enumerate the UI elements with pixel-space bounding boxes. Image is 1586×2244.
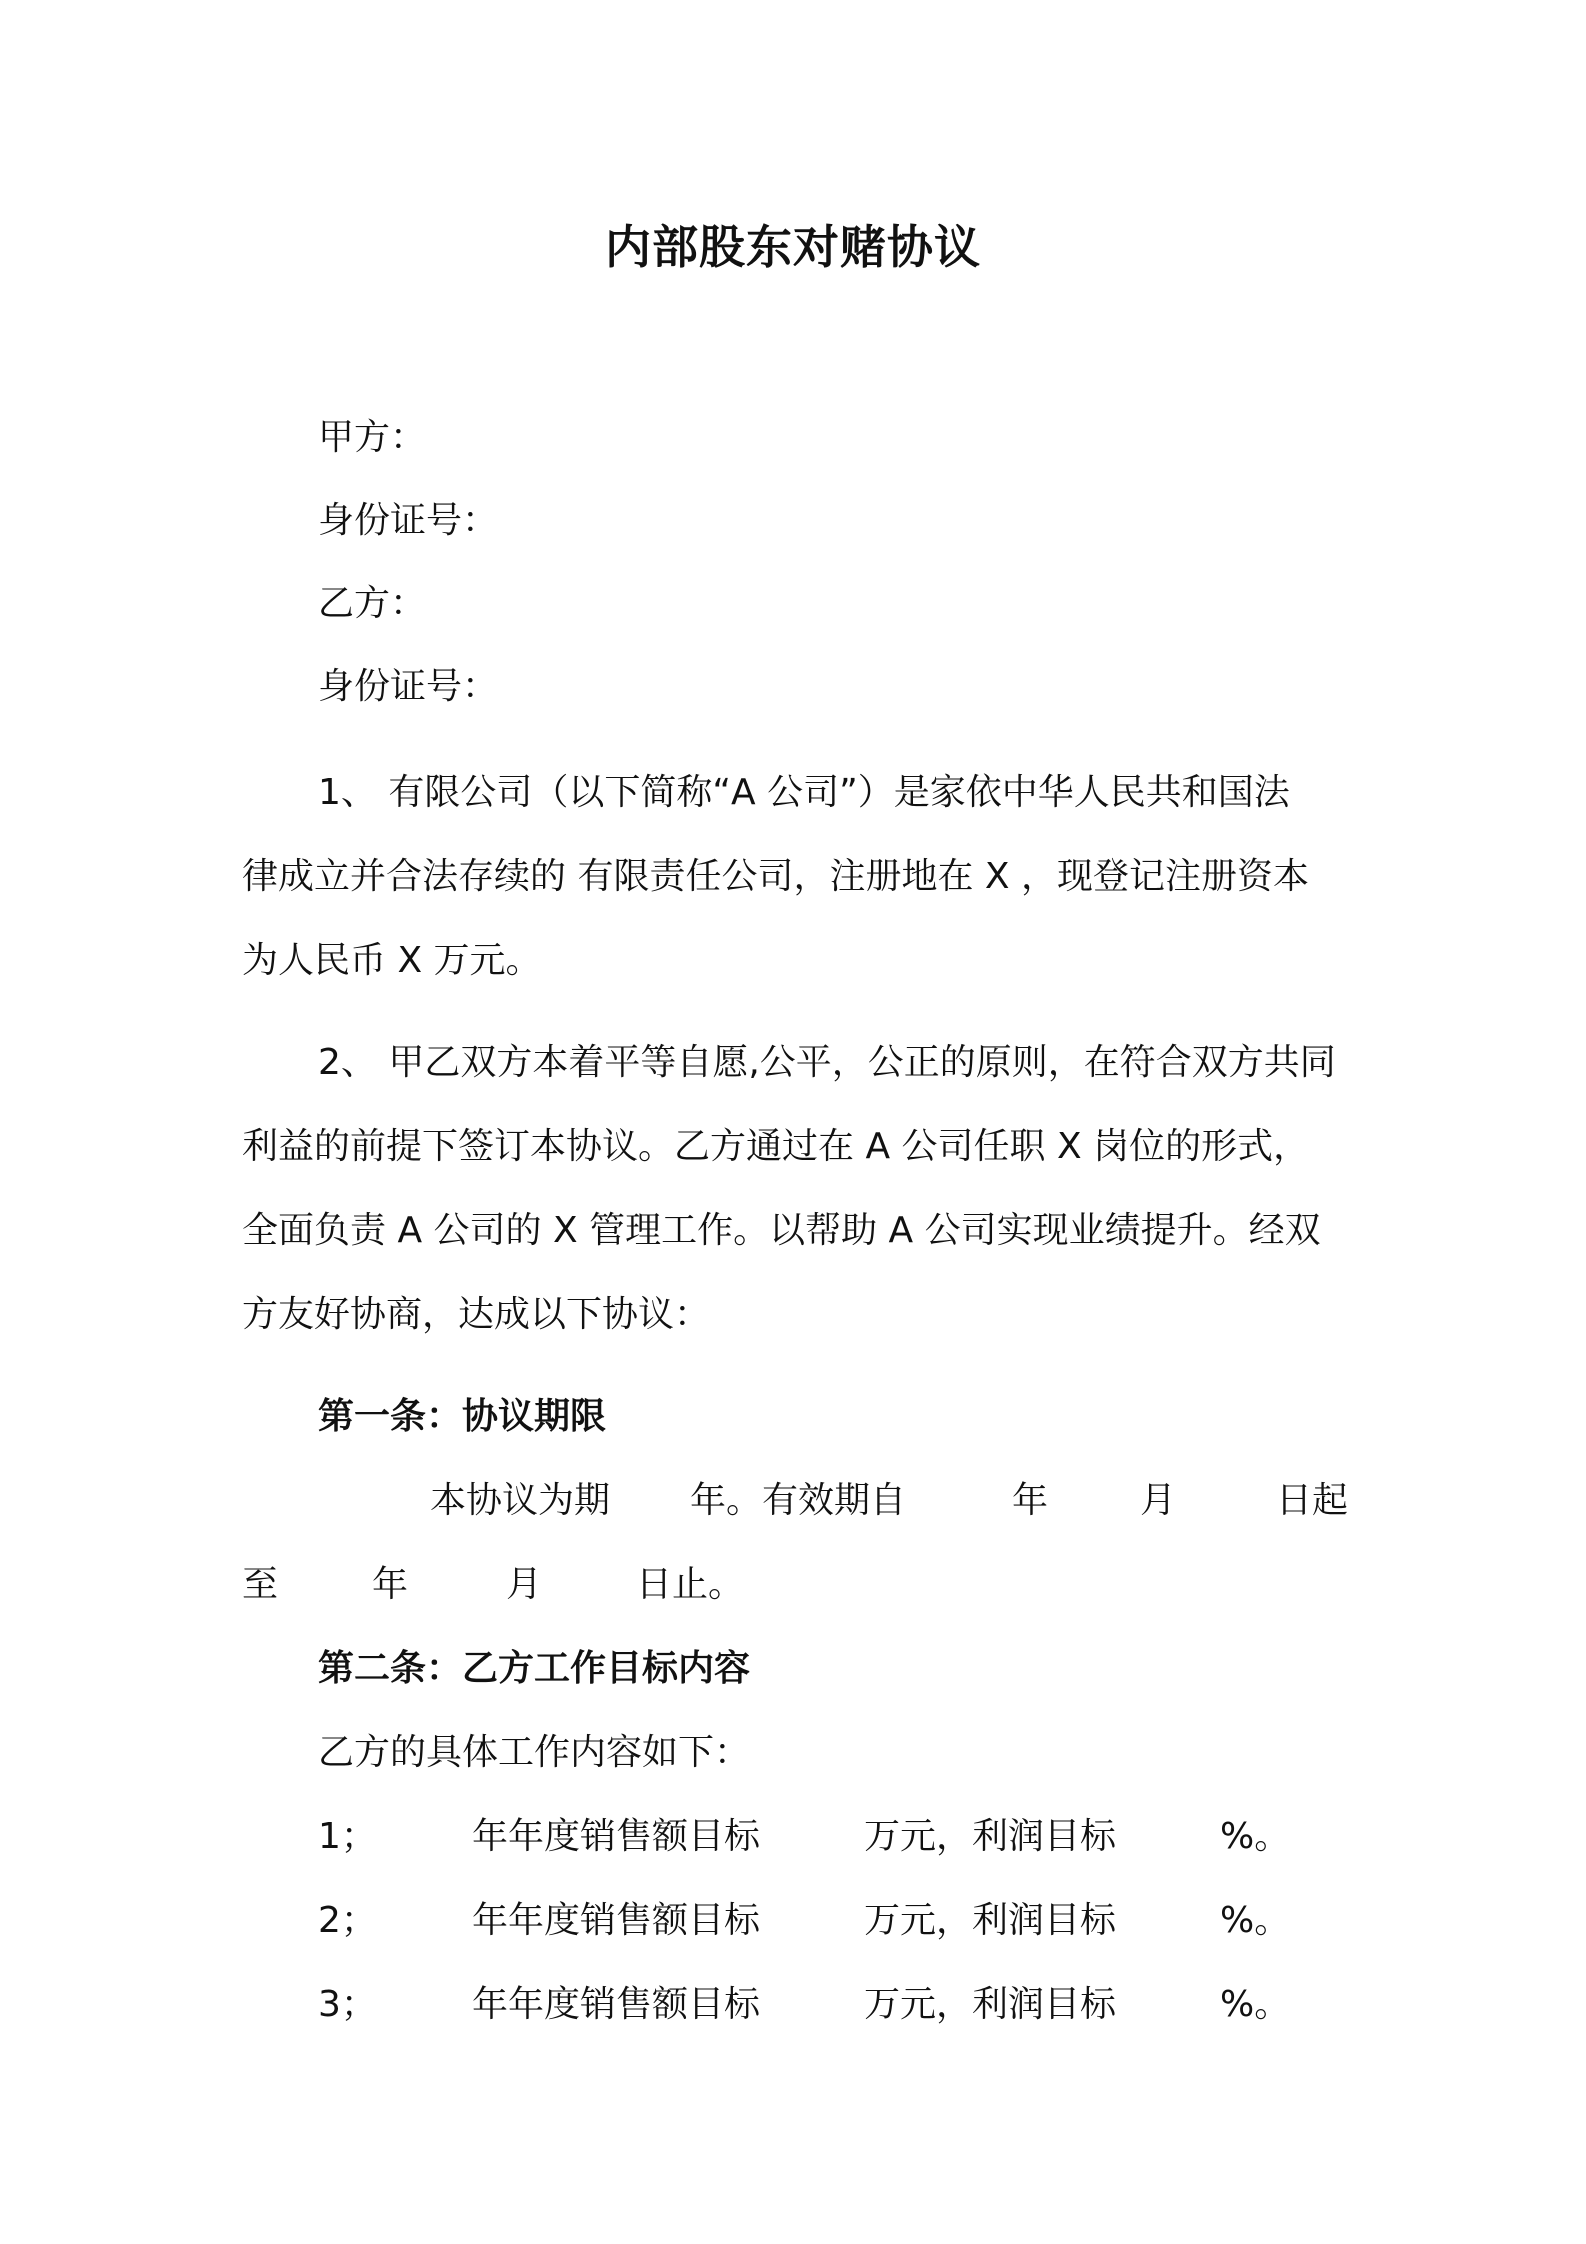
document-title: 内部股东对赌协议 xyxy=(605,220,981,274)
target-row-percent: %。 xyxy=(1220,1900,1291,1941)
party-a-label: 甲方： xyxy=(318,417,427,458)
target-row-number: 3； xyxy=(318,1984,377,2025)
article1-heading: 第一条：协议期限 xyxy=(318,1396,607,1437)
clause1-line-2: 律成立并合法存续的 有限责任公司，注册地在 X ，现登记注册资本 xyxy=(242,856,1309,897)
clause2-line-3: 全面负责 A 公司的 X 管理工作。以帮助 A 公司实现业绩提升。经双 xyxy=(242,1210,1321,1251)
party-a-id-label: 身份证号： xyxy=(318,500,499,541)
term-end-prefix: 至 xyxy=(242,1564,279,1605)
clause2-line-2: 利益的前提下签订本协议。乙方通过在 A 公司任职 X 岗位的形式， xyxy=(242,1126,1310,1167)
article2-heading: 第二条：乙方工作目标内容 xyxy=(318,1648,751,1689)
term-duration-text: 本协议为期 xyxy=(430,1480,611,1521)
target-row-profit: 万元，利润目标 xyxy=(864,1900,1117,1941)
target-row-profit: 万元，利润目标 xyxy=(864,1816,1117,1857)
clause2-line-4: 方友好协商，达成以下协议： xyxy=(242,1294,711,1335)
term-start-text: 年。有效期自 xyxy=(690,1480,907,1521)
clause1-line-3: 为人民币 X 万元。 xyxy=(242,940,542,981)
term-end-month: 月 xyxy=(506,1564,543,1605)
target-row-sales: 年年度销售额目标 xyxy=(472,1984,761,2025)
article2-intro: 乙方的具体工作内容如下： xyxy=(318,1732,751,1773)
target-row-number: 2； xyxy=(318,1900,377,1941)
term-end-year: 年 xyxy=(372,1564,409,1605)
target-row-percent: %。 xyxy=(1220,1984,1291,2025)
target-row-number: 1； xyxy=(318,1816,377,1857)
clause1-line-1: 1、 有限公司（以下简称“A 公司”）是家依中华人民共和国法 xyxy=(318,772,1290,813)
term-start-month: 月 xyxy=(1140,1480,1177,1521)
target-row-sales: 年年度销售额目标 xyxy=(472,1816,761,1857)
party-b-label: 乙方： xyxy=(318,583,427,624)
term-start-day: 日起 xyxy=(1276,1480,1349,1521)
party-b-id-label: 身份证号： xyxy=(318,666,499,707)
target-row-profit: 万元，利润目标 xyxy=(864,1984,1117,2025)
target-row-percent: %。 xyxy=(1220,1816,1291,1857)
term-end-day: 日止。 xyxy=(636,1564,745,1605)
term-start-year: 年 xyxy=(1012,1480,1049,1521)
clause2-line-1: 2、 甲乙双方本着平等自愿,公平，公正的原则，在符合双方共同 xyxy=(318,1042,1336,1083)
target-row-sales: 年年度销售额目标 xyxy=(472,1900,761,1941)
